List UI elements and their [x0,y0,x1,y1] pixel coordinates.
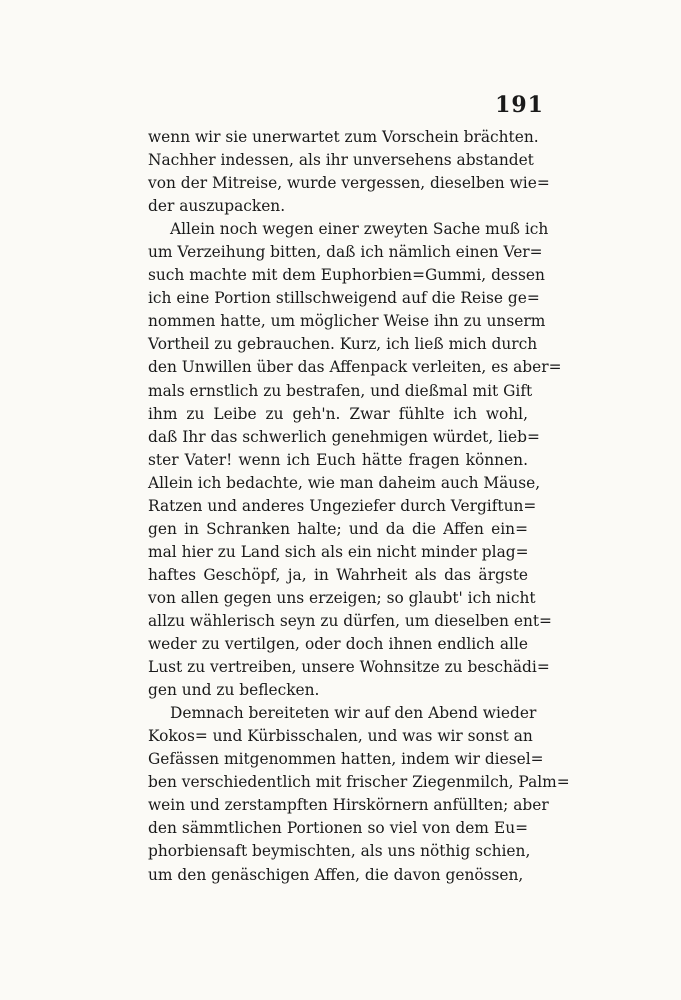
text-line: Nachher indessen, als ihr unversehens abstandet [148,151,534,170]
text-line: Lust zu vertreiben, unsere Wohnsitze zu beschädi= [148,658,550,677]
body-text [148,126,570,887]
text-line: um Verzeihung bitten, daß ich nämlich einen Ver= [148,243,543,262]
text-line: mal hier zu Land sich als ein nicht minder plag= [148,542,529,561]
text-line: ster Vater! wenn ich Euch hätte fragen können. [148,450,528,469]
text-line: daß Ihr das schwerlich genehmigen würdet, lieb= [148,427,540,446]
text-line: ich eine Portion stillschweigend auf die Reise ge= [148,289,540,308]
text-line: ihm zu Leibe zu geh'n. Zwar fühlte ich wohl, [148,404,528,423]
text-line: such machte mit dem Euphorbien=Gummi, dessen [148,266,545,285]
text-line: den Unwillen über das Affenpack verleiten, es aber= [148,358,562,377]
text-line: Kokos= und Kürbisschalen, und was wir sonst an [148,727,533,746]
text-line: Allein noch wegen einer zweyten Sache muß ich [170,220,549,239]
text-line: Demnach bereiteten wir auf den Abend wieder [170,704,537,723]
text-line: ben verschiedentlich mit frischer Ziegenmilch, Palm= [148,773,570,792]
text-line: mals ernstlich zu bestrafen, und dießmal mit Gift [148,381,533,400]
text-line: allzu wählerisch seyn zu dürfen, um dieselben ent= [148,611,552,630]
text-line: Vortheil zu gebrauchen. Kurz, ich ließ mich durch [148,335,538,354]
text-line: haftes Geschöpf, ja, in Wahrheit als das ärgste [148,565,528,584]
text-line: gen in Schranken halte; und da die Affen ein= [148,519,528,538]
text-line: phorbiensaft beymischten, als uns nöthig schien, [148,842,531,861]
text-line: von allen gegen uns erzeigen; so glaubt' ich nicht [148,588,536,607]
text-line: wein und zerstampften Hirskörnern anfüllten; aber [148,796,549,815]
text-line: gen und zu beflecken. [148,681,320,700]
paragraph [148,702,570,886]
text-line: Allein ich bedachte, wie man daheim auch Mäuse, [148,473,541,492]
text-line: der auszupacken. [148,197,286,216]
text-line: weder zu vertilgen, oder doch ihnen endlich alle [148,635,528,654]
text-line: wenn wir sie unerwartet zum Vorschein brächten. [148,128,539,146]
text-line: von der Mitreise, wurde vergessen, dieselben wie= [148,174,550,193]
paragraph [148,126,550,218]
text-line: Gefässen mitgenommen hatten, indem wir diesel= [148,750,544,769]
text-line: nommen hatte, um möglicher Weise ihn zu unserm [148,312,546,331]
page-number: 191 [495,92,544,118]
text-line: Ratzen und anderes Ungeziefer durch Vergiftun= [148,496,537,515]
paragraph [148,218,562,702]
text-line: den sämmtlichen Portionen so viel von dem Eu= [148,819,528,838]
text-line: um den genäschigen Affen, die davon genössen, [148,865,524,884]
